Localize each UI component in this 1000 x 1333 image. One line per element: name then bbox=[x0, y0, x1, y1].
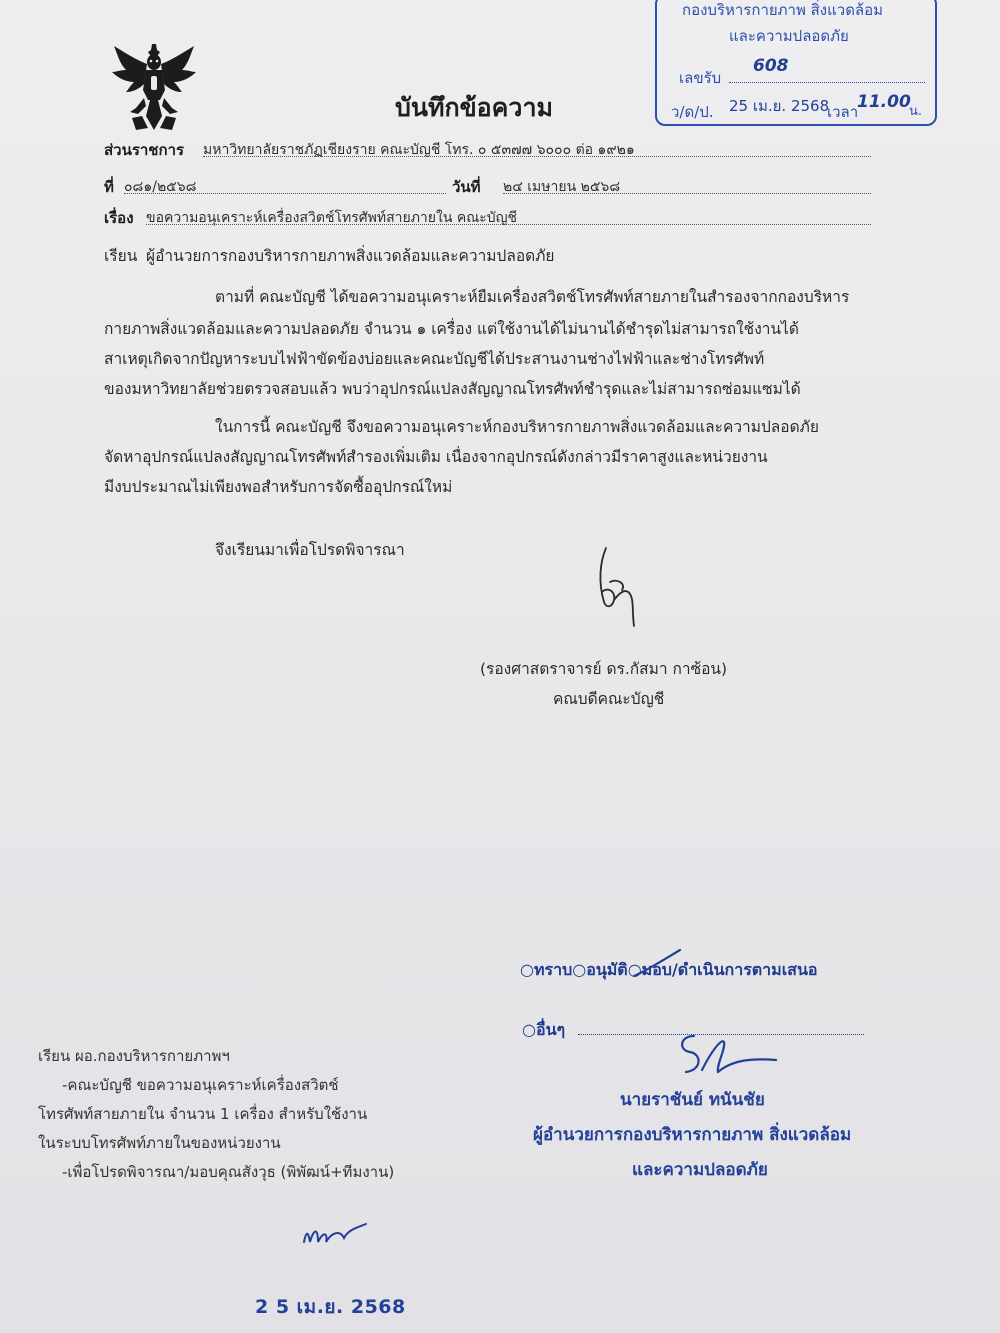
note-line4: -เพื่อโปรดพิจารณา/มอบคุณสังวุธ (พิพัฒน์+ทีมงาน) bbox=[62, 1163, 395, 1181]
stamp-date-value: 25 เม.ย. 2568 bbox=[729, 97, 830, 115]
paragraph2-line2: จัดหาอุปกรณ์แปลงสัญญาณโทรศัพท์สำรองเพิ่มเติม เนื่องจากอุปกรณ์ดังกล่าวมีราคาสูงและหน่วยงาน bbox=[104, 448, 768, 466]
paragraph1-line4: ของมหาวิทยาลัยช่วยตรวจสอบแล้ว พบว่าอุปกรณ์แปลงสัญญาณโทรศัพท์ชำรุดและไม่สามารถซ่อมแซมได้ bbox=[104, 380, 801, 398]
signer-title: คณบดีคณะบัญชี bbox=[553, 690, 665, 708]
paragraph2-line1: ในการนี้ คณะบัญชี จึงขอความอนุเคราะห์กองบริหารกายภาพสิ่งแวดล้อมและความปลอดภัย bbox=[215, 418, 819, 436]
stamp-date-label: ว/ด/ป. bbox=[671, 103, 714, 121]
subject-label: เรื่อง bbox=[104, 209, 134, 227]
stamp-receive-number: 608 bbox=[753, 56, 789, 76]
garuda-emblem-icon bbox=[108, 42, 200, 134]
stamp-unit-line2: และความปลอดภัย bbox=[729, 27, 849, 45]
stamp-time-value: 11.00 bbox=[857, 92, 911, 112]
signer-name: (รองศาสตราจารย์ ดร.กัสมา กาซ้อน) bbox=[480, 660, 728, 678]
reference-label: ที่ bbox=[104, 178, 114, 196]
stamp-unit-line1: กองบริหารกายภาพ สิ่งแวดล้อม bbox=[682, 1, 884, 19]
stamp-receive-label: เลขรับ bbox=[679, 69, 722, 87]
director-title-line1: ผู้อำนวยการกองบริหารกายภาพ สิ่งแวดล้อม bbox=[533, 1125, 852, 1145]
recipient-label: เรียน bbox=[104, 247, 138, 265]
stamp-time-label: เวลา bbox=[827, 103, 859, 121]
stamp-time-suffix: น. bbox=[909, 104, 923, 119]
note-line2: โทรศัพท์สายภายใน จำนวน 1 เครื่อง สำหรับใช้งาน bbox=[38, 1105, 368, 1123]
receive-stamp bbox=[655, 0, 937, 126]
memo-title: บันทึกข้อความ bbox=[395, 93, 553, 122]
note-line3: ในระบบโทรศัพท์ภายในของหน่วยงาน bbox=[38, 1134, 281, 1152]
agency-value: มหาวิทยาลัยราชภัฏเชียงราย คณะบัญชี โทร. ๐ ๕๓๗๗ ๖๐๐๐ ต่อ ๑๙๒๑ bbox=[203, 142, 635, 158]
recipient-value: ผู้อำนวยการกองบริหารกายภาพสิ่งแวดล้อมและความปลอดภัย bbox=[146, 247, 555, 265]
paragraph1-line3: สาเหตุเกิดจากปัญหาระบบไฟฟ้าขัดข้องบ่อยและคณะบัญชีได้ประสานงานช่างไฟฟ้าและช่างโทรศัพท์ bbox=[104, 350, 765, 368]
closing-line: จึงเรียนมาเพื่อโปรดพิจารณา bbox=[215, 541, 405, 559]
order-other: ○อื่นๆ bbox=[522, 1020, 566, 1039]
paragraph1-line2: กายภาพสิ่งแวดล้อมและความปลอดภัย จำนวน ๑ เครื่อง แต่ใช้งานได้ไม่นานได้ชำรุดไม่สามารถใช้งานได้ bbox=[104, 320, 799, 338]
date-value: ๒๔ เมษายน ๒๕๖๘ bbox=[503, 179, 621, 195]
check-mark-icon bbox=[630, 948, 684, 982]
director-name: นายราชันย์ ทนันชัย bbox=[620, 1090, 765, 1110]
director-title-line2: และความปลอดภัย bbox=[632, 1160, 768, 1180]
agency-label: ส่วนราชการ bbox=[104, 141, 185, 159]
director-signature-icon bbox=[672, 1030, 782, 1080]
dean-signature-icon bbox=[592, 542, 652, 634]
date-label: วันที่ bbox=[452, 178, 481, 196]
paragraph1-line1: ตามที่ คณะบัญชี ได้ขอความอนุเคราะห์ยืมเครื่องสวิตช์โทรศัพท์สายภายในสำรองจากกองบริหาร bbox=[215, 288, 850, 306]
note-date-stamp: 2 5 เม.ย. 2568 bbox=[255, 1296, 406, 1318]
reference-value: ๐๘๑/๒๕๖๘ bbox=[124, 179, 197, 195]
subject-value: ขอความอนุเคราะห์เครื่องสวิตช์โทรศัพท์สายภายใน คณะบัญชี bbox=[146, 210, 518, 226]
order-options: ○ทราบ○อนุมัติ○มอบ/ดำเนินการตามเสนอ bbox=[520, 960, 818, 979]
note-recipient: เรียน ผอ.กองบริหารกายภาพฯ bbox=[38, 1047, 230, 1065]
note-signature-icon bbox=[300, 1218, 372, 1252]
note-line1: -คณะบัญชี ขอความอนุเคราะห์เครื่องสวิตช์ bbox=[62, 1076, 339, 1094]
paragraph2-line3: มีงบประมาณไม่เพียงพอสำหรับการจัดซื้ออุปกรณ์ใหม่ bbox=[104, 478, 453, 496]
